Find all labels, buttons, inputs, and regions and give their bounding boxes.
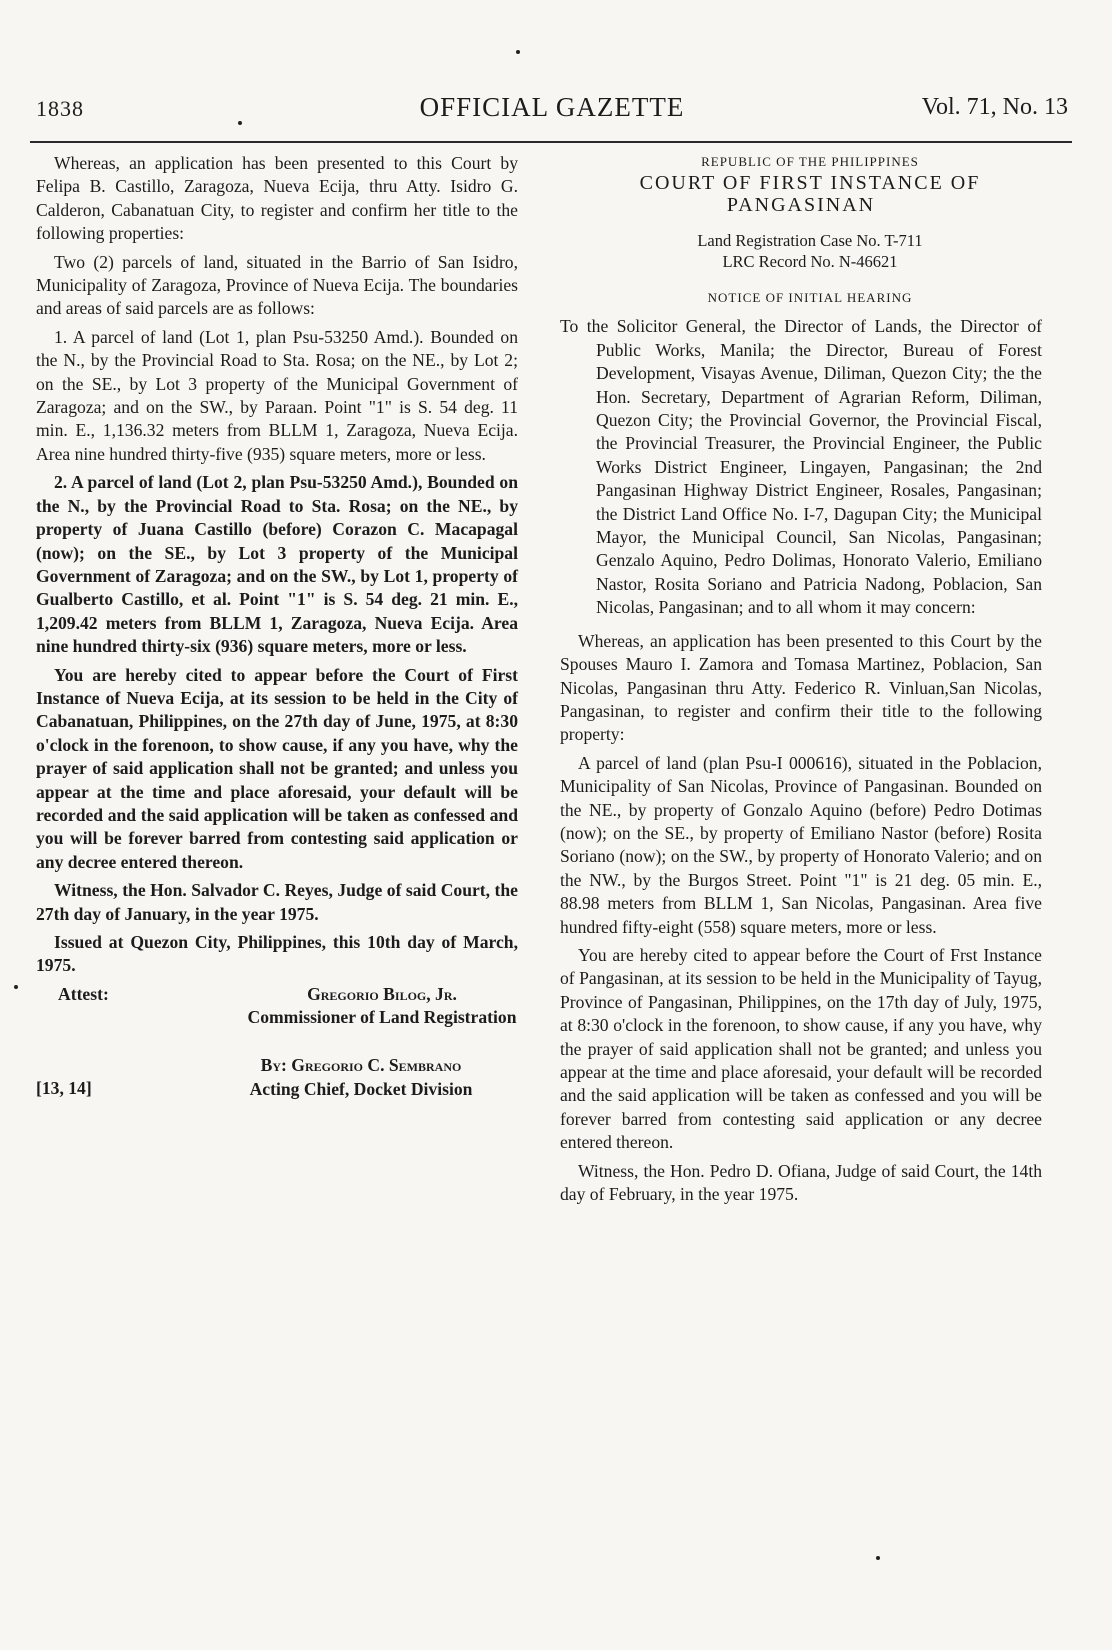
right-parcel: A parcel of land (plan Psu-I 000616), situated in the Poblacion, Municipality of San Nicolas, Province of Pangasinan. Bounded on the NE., by property of Gonzalo Aquino (before) Pedro Dotimas (now); on the SE., by property of Emiliano Nastor (before) Rosita Soriano (now); on the SW., by property of Honorato Valerio; and on the NW., by the Burgos Street. Point "1" is 21 deg. 05 min. E., 88.98 meters from BLLM 1, San Nicolas, Pangasinan. Area five hundred fifty-eight (558) square meters, more or less. [560,752,1042,937]
attest-label: Attest: [58,983,109,1004]
left-issued: Issued at Quezon City, Philippines, this 10th day of March, 1975. [36,932,518,976]
left-parcel-2: 2. A parcel of land (Lot 2, plan Psu-53250 Amd.), Bounded on the N., by the Provincial Road to Sta. Rosa; on the NE., by property of Juana Castillo (before) Corazon C. Macapagal (now); on the SE., by Lot 3 property of the Municipal Government of Zaragoza; and on the SW., by Lot 1, property of Gualberto Castillo, et al. Point "1" is S. 54 deg. 21 min. E., 1,209.42 meters from BLLM 1, Zaragoza, Nueva Ecija. Area nine hundred thirty-six (936) square meters, more or less. [36,472,518,657]
case-number: Land Registration Case No. T-711 [697,231,923,250]
right-paragraph-1: Whereas, an application has been presented to this Court by the Spouses Mauro I. Zamora and Tomasa Martinez, Poblacion, San Nicolas, Pangasinan thru Atty. Federico R. Vinluan,San Nicolas, Pangasinan, to register and confirm their title to the following property: [560,630,1042,745]
volume-issue: Vol. 71, No. 13 [921,94,1068,120]
signer-block [232,983,532,1029]
left-column [36,152,518,1103]
publication-title: OFFICIAL GAZETTE [419,92,685,122]
court-heading: COURT OF FIRST INSTANCE OF PANGASINAN [639,172,981,216]
right-citation: You are hereby cited to appear before the Court of Frst Instance of Pangasinan, at its session to be held in the Municipality of Tayug, Province of Pangasinan, Philippines, on the 17th day of July, 1975, at 8:30 o'clock in the forenoon, to show cause, if any you have, why the prayer of said application shall not be granted; and unless you appear at the time and place aforesaid, your default will be recorded and the said application will be taken as confessed and you will be forever barred from contesting said application or any decree entered thereon. [560,944,1042,1153]
signer-title: Commissioner of Land Registration [247,1006,517,1027]
right-witness: Witness, the Hon. Pedro D. Ofiana, Judge of said Court, the 14th day of February, in the year 1975. [560,1160,1042,1205]
notice-heading: NOTICE OF INITIAL HEARING [707,290,913,305]
left-citation: You are hereby cited to appear before the Court of First Instance of Nueva Ecija, at its session to be held in the City of Cabanatuan, Philippines, on the 27th day of June, 1975, at 8:30 o'clock in the forenoon, to show cause, if any you have, why the prayer of said application shall not be granted; and unless you appear at the time and place aforesaid, your default will be recorded and the said application will be taken as confessed and you will be forever barred from contesting said application or any decree entered thereon. [36,664,518,872]
scan-speck [238,121,242,125]
by-block [196,1053,526,1101]
scan-speck [876,1556,880,1560]
page-number: 1838 [36,96,84,121]
signer-name: Gregorio Bilog, Jr. [307,983,457,1004]
left-paragraph-1: Whereas, an application has been presented to this Court by Felipa B. Castillo, Zaragoza, Nueva Ecija, thru Atty. Isidro G. Calderon, Cabanatuan City, to register and confirm her title to the following properties: [36,153,518,244]
left-parcel-1: 1. A parcel of land (Lot 1, plan Psu-53250 Amd.). Bounded on the N., by the Provincial Road to Sta. Rosa; on the NE., by Lot 2; on the SE., by Lot 3 property of the Municipal Government of Zaragoza; and on the SW., by Paraan. Point "1" is S. 54 deg. 11 min. E., 1,136.32 meters from BLLM 1, Zaragoza, Nueva Ecija. Area nine hundred thirty-five (935) square meters, more or less. [36,326,518,464]
left-witness: Witness, the Hon. Salvador C. Reyes, Judge of said Court, the 27th day of January, in the year 1975. [36,880,518,924]
addressee-paragraph: To the Solicitor General, the Director of Lands, the Director of Public Works, Manila; the Director, Bureau of Forest Development, Visayas Avenue, Diliman, Quezon City; the the Hon. Secretary, Department of Agrarian Reform, Diliman, Quezon City; the Provincial Governor, the Provincial Fiscal, the Provincial Treasurer, the Provincial Engineer, the Public Works District Engineer, Lingayen, Pangasinan; the 2nd Pangasinan Highway District Engineer, Rosales, Pangasinan; the District Land Office No. I-7, Dagupan City; the Municipal Mayor, the Municipal Council, San Nicolas, Pangasinan; Genzalo Aquino, Pedro Dolimas, Honorato Valerio, Emiliano Nastor, Rosita Soriano and Patricia Nadong, Poblacion, San Nicolas, Pangasinan; and to all whom it may concern: [560,316,1042,618]
republic-heading: REPUBLIC OF THE PHILIPPINES [701,154,919,169]
scan-speck [516,50,520,54]
by-title: Acting Chief, Docket Division [249,1078,473,1099]
record-number: LRC Record No. N-46621 [722,252,898,271]
right-column [560,152,1042,1211]
scan-speck [14,985,18,989]
page-header [36,92,1068,130]
issue-reference: [13, 14] [36,1077,92,1098]
header-rule [30,141,1072,143]
attest-block [36,983,518,1103]
left-paragraph-2: Two (2) parcels of land, situated in the Barrio of San Isidro, Municipality of Zaragoza, Province of Nueva Ecija. The boundaries and areas of said parcels are as follows: [36,251,518,319]
by-line: By: Gregorio C. Sembrano [260,1054,462,1075]
